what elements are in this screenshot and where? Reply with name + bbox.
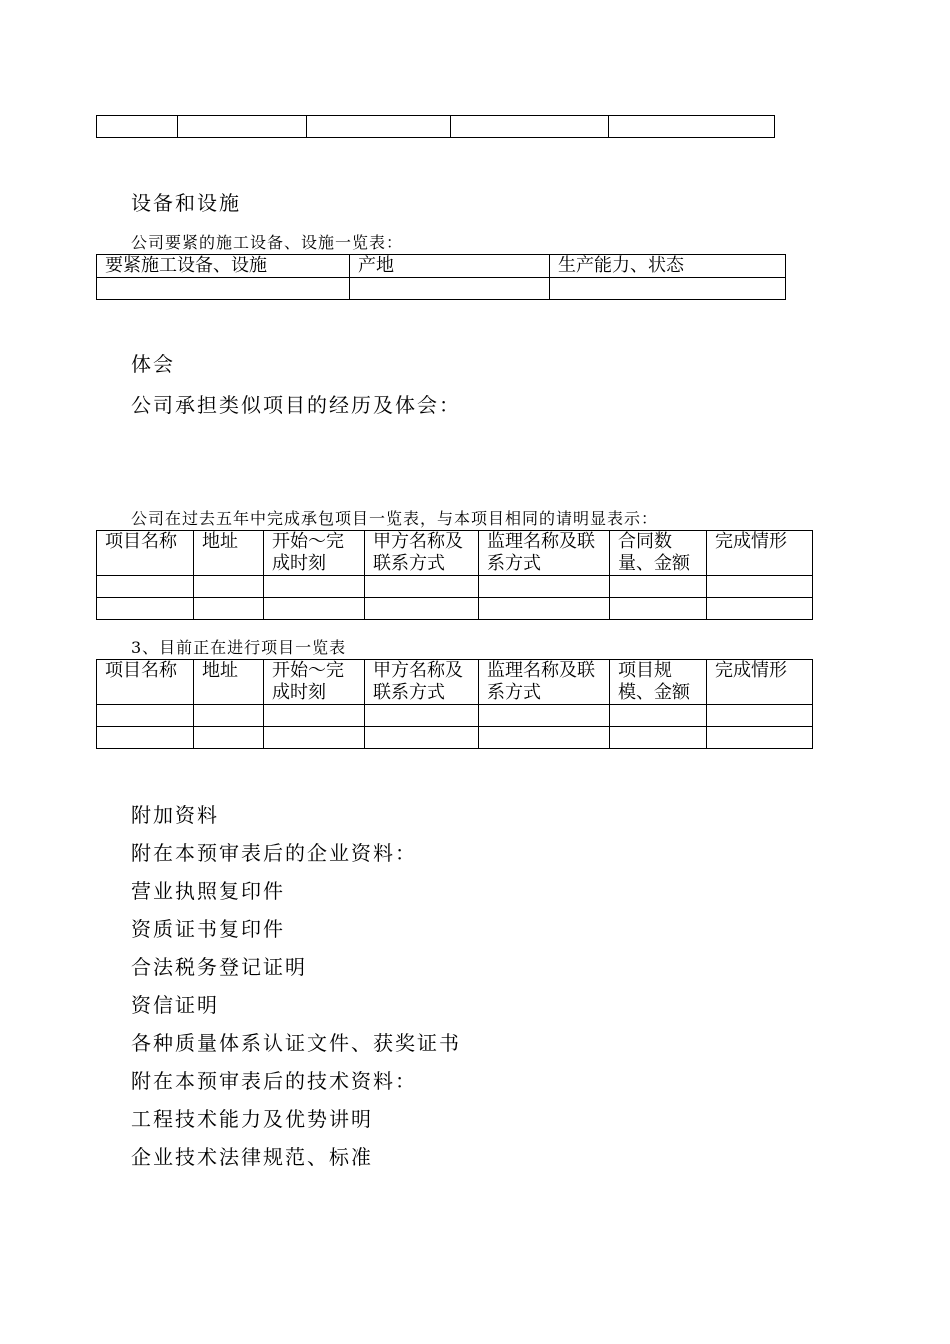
table-cell bbox=[610, 705, 707, 727]
attachment-item: 附在本预审表后的技术资料： bbox=[131, 1069, 417, 1093]
completed-projects-caption: 公司在过去五年中完成承包项目一览表，与本项目相同的请明显表示： bbox=[131, 509, 659, 528]
table-cell bbox=[194, 705, 264, 727]
table-header-cell: 地址 bbox=[194, 531, 264, 576]
table-cell bbox=[194, 576, 264, 598]
attachments-heading: 附加资料 bbox=[131, 803, 219, 827]
table-header-cell: 监理名称及联系方式 bbox=[479, 531, 610, 576]
table-row bbox=[97, 598, 813, 620]
table-header-cell: 甲方名称及联系方式 bbox=[365, 660, 479, 705]
ongoing-projects-caption: 3、目前正在进行项目一览表 bbox=[131, 638, 347, 657]
table-header-cell: 完成情形 bbox=[707, 660, 813, 705]
table-header-cell: 监理名称及联系方式 bbox=[479, 660, 610, 705]
experience-heading: 体会 bbox=[131, 352, 175, 376]
table-cell bbox=[97, 705, 194, 727]
table-cell bbox=[97, 727, 194, 749]
top-partial-table bbox=[96, 115, 775, 138]
table-cell bbox=[479, 598, 610, 620]
table-header-cell: 完成情形 bbox=[707, 531, 813, 576]
attachment-item: 各种质量体系认证文件、获奖证书 bbox=[131, 1031, 461, 1055]
table-cell bbox=[194, 598, 264, 620]
table-header-cell: 项目规模、金额 bbox=[610, 660, 707, 705]
attachment-item: 资信证明 bbox=[131, 993, 219, 1017]
table-cell bbox=[609, 116, 775, 138]
table-header-cell: 项目名称 bbox=[97, 531, 194, 576]
table-cell bbox=[550, 278, 786, 300]
table-cell bbox=[264, 705, 365, 727]
experience-statement: 公司承担类似项目的经历及体会： bbox=[131, 393, 461, 417]
table-cell bbox=[178, 116, 307, 138]
table-cell bbox=[97, 598, 194, 620]
table-cell bbox=[307, 116, 451, 138]
table-header-cell: 产地 bbox=[350, 255, 550, 278]
completed-projects-table bbox=[96, 530, 813, 620]
table-header-row bbox=[97, 660, 813, 705]
table-cell bbox=[707, 727, 813, 749]
table-cell bbox=[264, 576, 365, 598]
equipment-heading: 设备和设施 bbox=[131, 191, 241, 215]
table-cell bbox=[350, 278, 550, 300]
table-header-cell: 甲方名称及联系方式 bbox=[365, 531, 479, 576]
table-header-cell: 要紧施工设备、设施 bbox=[97, 255, 350, 278]
attachment-item: 合法税务登记证明 bbox=[131, 955, 307, 979]
table-cell bbox=[97, 278, 350, 300]
table-cell bbox=[365, 576, 479, 598]
equipment-table bbox=[96, 254, 786, 300]
table-header-cell: 生产能力、状态 bbox=[550, 255, 786, 278]
table-header-row bbox=[97, 255, 786, 278]
attachment-item: 资质证书复印件 bbox=[131, 917, 285, 941]
table-cell bbox=[97, 116, 178, 138]
table-cell bbox=[365, 705, 479, 727]
table-cell bbox=[707, 598, 813, 620]
table-cell bbox=[610, 727, 707, 749]
table-cell bbox=[479, 576, 610, 598]
table-row bbox=[97, 705, 813, 727]
table-header-cell: 合同数量、金额 bbox=[610, 531, 707, 576]
table-row bbox=[97, 576, 813, 598]
table-cell bbox=[97, 576, 194, 598]
table-header-cell: 项目名称 bbox=[97, 660, 194, 705]
table-cell bbox=[451, 116, 609, 138]
table-cell bbox=[707, 576, 813, 598]
table-cell bbox=[264, 598, 365, 620]
table-row bbox=[97, 278, 786, 300]
table-header-cell: 地址 bbox=[194, 660, 264, 705]
table-cell bbox=[365, 598, 479, 620]
table-cell bbox=[707, 705, 813, 727]
table-cell bbox=[194, 727, 264, 749]
ongoing-projects-table bbox=[96, 659, 813, 749]
table-header-cell: 开始～完成时刻 bbox=[264, 531, 365, 576]
equipment-caption: 公司要紧的施工设备、设施一览表： bbox=[131, 233, 404, 252]
table-cell bbox=[610, 576, 707, 598]
attachment-item: 企业技术法律规范、标准 bbox=[131, 1145, 373, 1169]
table-row bbox=[97, 727, 813, 749]
table-cell bbox=[479, 705, 610, 727]
attachment-item: 工程技术能力及优势讲明 bbox=[131, 1107, 373, 1131]
table-header-row bbox=[97, 531, 813, 576]
table-header-cell: 开始～完成时刻 bbox=[264, 660, 365, 705]
table-cell bbox=[610, 598, 707, 620]
attachment-item: 营业执照复印件 bbox=[131, 879, 285, 903]
attachment-item: 附在本预审表后的企业资料： bbox=[131, 841, 417, 865]
table-cell bbox=[264, 727, 365, 749]
table-cell bbox=[479, 727, 610, 749]
table-cell bbox=[365, 727, 479, 749]
